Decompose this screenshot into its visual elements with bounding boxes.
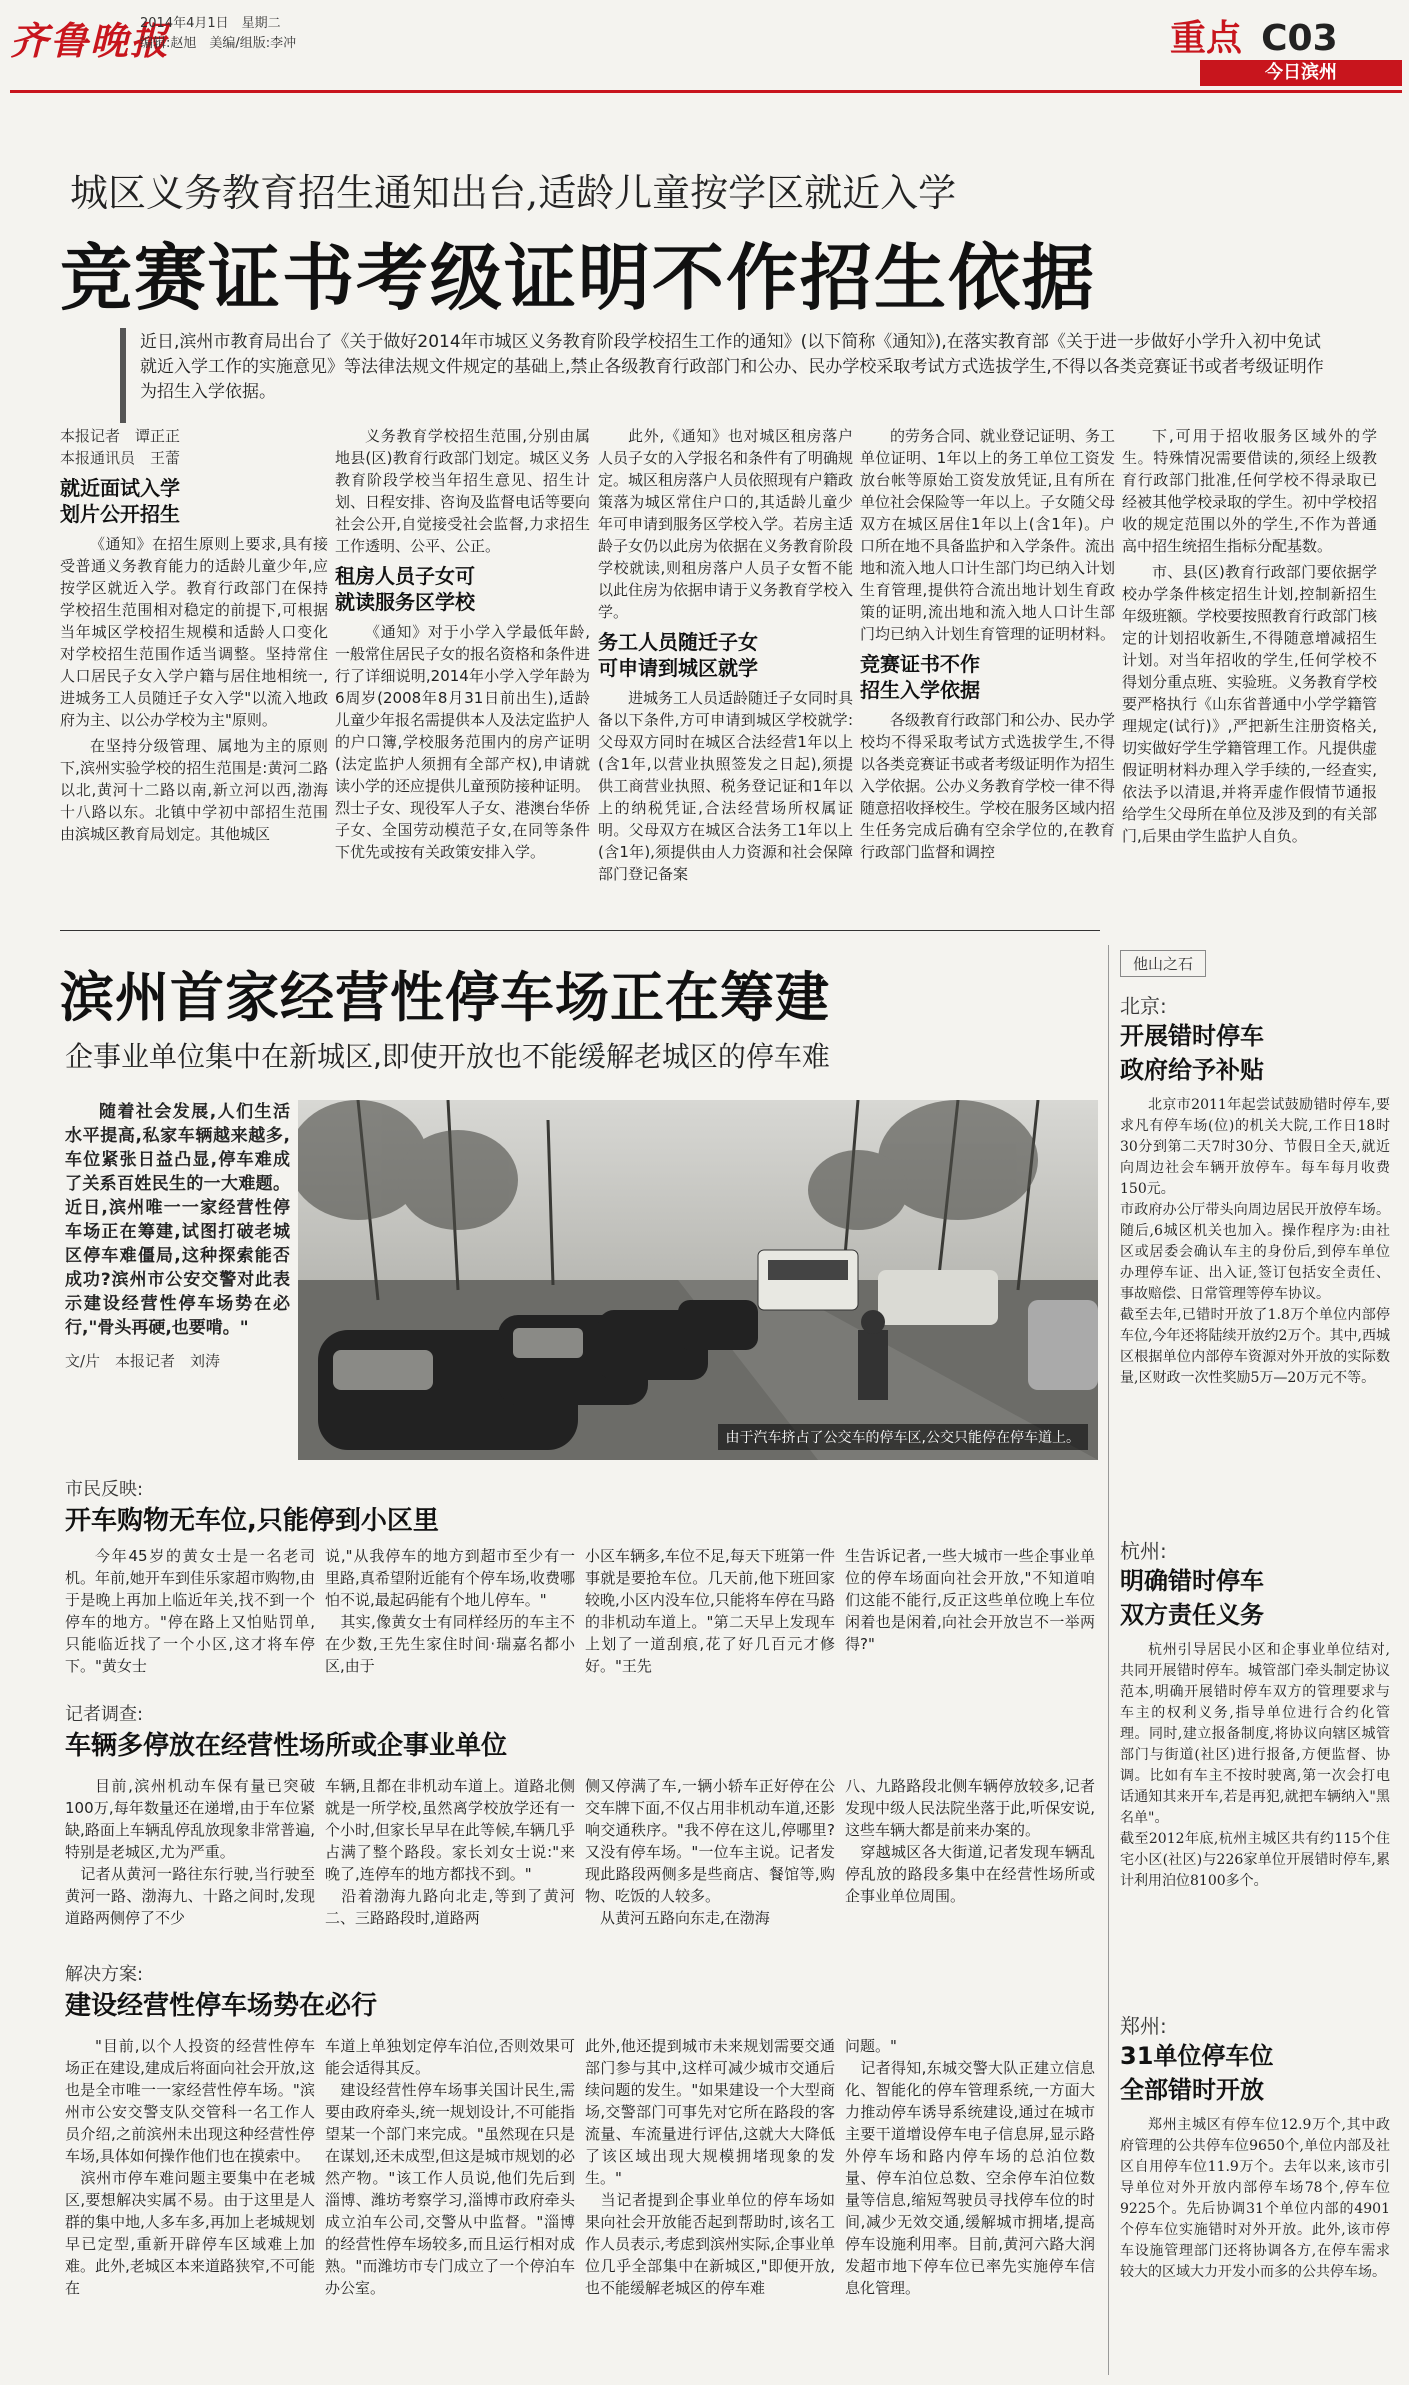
editors-line: 编辑:赵旭 美编/组版:李冲 [140,36,297,51]
section1-label: 市民反映: [65,1479,144,1500]
paragraph: 的劳务合同、就业登记证明、务工单位证明、1年以上的务工单位工资发放台帐等原始工资发放凭证,且有所在单位社会保险等一年以上。子女随父母双方在城区居住1年以上(含1年)。户口所在地不具备监护和入学条件。流出地和流入地人口计生部门均已纳入计划生育管理,提供符合流出地计划生育政策的证明,流出地和流入地人口计生部门均已纳入计划生育管理的证明材料。 [860,427,1115,643]
story1-subhead-1: 就近面试入学 划片公开招生 [60,476,180,526]
story2-subhead: 企事业单位集中在新城区,即使开放也不能缓解老城区的停车难 [65,1040,830,1073]
edition-label: 今日滨州 [1200,60,1402,86]
paragraph: 《通知》对于小学入学最低年龄,一般常住居民子女的报名资格和条件进行了详细说明,2014年小学入学年龄为6周岁(2008年8月31日前出生),适龄儿童少年报名需提供本人及法定监护人的户口簿,学校服务范围内的房产证明(法定监护人须拥有全部产权),申请就读小学的还应提供儿童预防接种证明。烈士子女、现役军人子女、港澳台华侨子女、全国劳动模范子女,在同等条件下优先或按有关政策安排入学。 [335,623,590,861]
section1-heading: 开车购物无车位,只能停到小区里 [65,1506,439,1536]
story1-column-4 [860,425,1115,925]
section2-column-4: 八、九路路段北侧车辆停放较多,记者发现中级人民法院坐落于此,听保安说,这些车辆大都是前来办案的。 穿越城区各大街道,记者发现车辆乱停乱放的路段多集中在经营性场所或企事业单位周围。 [845,1777,1095,1905]
story2-headline: 滨州首家经营性停车场正在筹建 [60,966,830,1029]
story1-column-5 [1122,425,1377,925]
story1-column-2 [335,425,590,925]
section2-column-3: 侧又停满了车,一辆小轿车正好停在公交车牌下面,不仅占用非机动车道,还影响交通秩序。"我不停在这儿,停哪里?又没有停车场。"一位车主说。记者发现此路段两侧多是些商店、餐馆等,购物、吃饭的人较多。 从黄河五路向东走,在渤海 [585,1777,835,1927]
paragraph: 市、县(区)教育行政部门要依据学校办学条件核定招生计划,控制新招生年级班额。学校要按照教育行政部门核定的计划招收新生,不得随意增减招生计划。对当年招收的学生,任何学校不得划分重点班、实验班。义务教育学校要严格执行《山东省普通中小学学籍管理规定(试行)》,严把新生注册资格关,切实做好学生学籍管理工作。凡提供虚假证明材料办理入学手续的,一经查实,依法予以清退,并将弄虚作假情节通报给学生父母所在单位及涉及到的有关部门,后果由学生监护人自负。 [1122,563,1377,845]
parking-photo [298,1100,1098,1460]
masthead [0,0,1409,90]
section1-column-3: 小区车辆多,车位不足,每天下班第一件事就是要抢车位。几天前,他下班回家较晚,小区内没车位,只能将车停在马路的非机动车道上。"第二天早上发现车上划了一道刮痕,花了好几百元才修好。"王先 [585,1547,835,1675]
section3-heading: 建设经营性停车场势在必行 [65,1991,378,2021]
sidebar-headline: 开展错时停车 政府给予补贴 [1120,1022,1264,1084]
sidebar-headline: 31单位停车位 全部错时开放 [1120,2042,1274,2104]
story1-headline: 竞赛证书考级证明不作招生依据 [60,236,1097,320]
sidebar-divider [1108,945,1109,2375]
section3-label: 解决方案: [65,1964,144,1985]
section1-column-4: 生告诉记者,一些大城市一些企事业单位的停车场面向社会开放,"不知道咱们这能不能行,反正这些单位晚上车位闲着也是闲着,向社会开放岂不一举两得?" [845,1547,1095,1653]
section3-column-1: "目前,以个人投资的经营性停车场正在建设,建成后将面向社会开放,这也是全市唯一一家经营性停车场。"滨州市公安交警支队交管科一名工作人员介绍,之前滨州未出现这种经营性停车场,具体如何操作他们也在摸索中。 滨州市停车难问题主要集中在老城区,要想解决实属不易。由于这里是人群的集中地,人多车多,再加上老城规划早已定型,重新开辟停车区域难上加难。此外,老城区本来道路狭窄,不可能在 [65,2037,315,2297]
issue-info [140,14,296,54]
story1-column-1 [60,425,328,925]
story-divider [60,930,1100,931]
newspaper-logo: 齐鲁晚报 [10,18,171,63]
paragraph: 义务教育学校招生范围,分别由属地县(区)教育行政部门划定。城区义务教育阶段学校当年招生意见、招生计划、日程安排、咨询及监督电话等要向社会公开,自觉接受社会监督,力求招生工作透明、公平、公正。 [335,427,590,555]
date-line: 2014年4月1日 星期二 [140,16,281,31]
story1-column-3 [598,425,853,925]
section2-column-1: 目前,滨州机动车保有量已突破100万,每年数量还在递增,由于车位紧缺,路面上车辆乱停乱放现象非常普遍,特别是老城区,尤为严重。 记者从黄河一路往东行驶,当行驶至黄河一路、渤海九、十路之间时,发现道路两侧停了不少 [65,1777,315,1927]
sidebar-item-beijing [1120,990,1390,1515]
sidebar-item-zhengzhou [1120,2010,1390,2385]
paragraph: 进城务工人员适龄随迁子女同时具备以下条件,方可申请到城区学校就学:父母双方同时在城区合法经营1年以上(含1年,以营业执照签发之日起),须提供工商营业执照、税务登记证和1年以上的纳税凭证,合法经营场所权属证明。父母双方在城区合法务工1年以上(含1年),须提供由人力资源和社会保障部门登记备案 [598,689,853,883]
story1-kicker: 城区义务教育招生通知出台,适龄儿童按学区就近入学 [70,171,957,215]
paragraph: 在坚持分级管理、属地为主的原则下,滨州实验学校的招生范围是:黄河二路以北,黄河十二路以南,新立河以西,渤海十八路以东。北镇中学初中部招生范围由滨城区教育局划定。其他城区 [60,737,328,843]
paragraph: 各级教育行政部门和公办、民办学校均不得采取考试方式选拔学生,不得以各类竞赛证书或者考级证明作为招生入学依据。公办义务教育学校一律不得随意招收择校生。学校在服务区域内招生任务完成后确有空余学位的,在教育行政部门监督和调控 [860,711,1115,861]
section-tag [1170,10,1402,84]
paragraph: 下,可用于招收服务区域外的学生。特殊情况需要借读的,须经上级教育行政部门批准,任何学校不得录取已经被其他学校录取的学生。初中学校招收的规定范围以外的学生,不作为普通高中招生统招生指标分配基数。 [1122,427,1377,555]
section1-column-1: 今年45岁的黄女士是一名老司机。年前,她开车到佳乐家超市购物,由于是晚上再加上临近年关,找不到一个停车的地方。"停在路上又怕贴罚单,只能临近找了一个小区,这才将车停下。"黄女士 [65,1547,315,1675]
page-number: C03 [1261,18,1338,59]
story1-subhead-3: 务工人员随迁子女 可申请到城区就学 [598,630,758,680]
section3-column-3: 此外,他还提到城市未来规划需要交通部门参与其中,这样可减少城市交通后续问题的发生。"如果建设一个大型商场,交警部门可事先对它所在路段的客流量、车流量进行评估,这就大大降低了该区域出现大规模拥堵现象的发生。" 当记者提到企事业单位的停车场如果向社会开放能否起到帮助时,该名工作人员表示,考虑到滨州实际,企事业单位几乎全部集中在新城区,"即便开放,也不能缓解老城区的停车难 [585,2037,835,2297]
paragraph: 《通知》在招生原则上要求,具有接受普通义务教育能力的适龄儿童少年,应按学区就近入学。教育行政部门在保持学校招生范围相对稳定的前提下,可根据当年城区学校招生规模和适龄人口变化对学校招生范围作适当调整。坚持常住人口居民子女入学户籍与居住地相统一,进城务工人员随迁子女入学"以流入地政府为主、以公办学校为主"原则。 [60,535,328,729]
section2-column-2: 车辆,且都在非机动车道上。道路北侧就是一所学校,虽然离学校放学还有一个小时,但家长早早在此等候,车辆几乎占满了整个路段。家长刘女士说:"来晚了,连停车的地方都找不到。" 沿着渤海九路向北走,等到了黄河二、三路路段时,道路两 [325,1777,575,1927]
byline-reporter: 本报记者 谭正正 [60,427,181,445]
byline-correspondent: 本报通讯员 王蕾 [60,449,181,467]
section-name: 重点 [1170,18,1243,59]
lead-bar [120,328,126,423]
paragraph: 此外,《通知》也对城区租房落户人员子女的入学报名和条件有了明确规定。城区租房落户人员依照现有户籍政策落为城区常住户口的,其适龄儿童少年可申请到服务区学校入学。若房主适龄子女仍以此房为依据在义务教育阶段学校就读,则租房落户人员子女暂不能以此住房为依据申请于义务教育学校入学。 [598,427,853,621]
section2-label: 记者调查: [65,1704,144,1725]
sidebar-body: 北京市2011年起尝试鼓励错时停车,要求凡有停车场(位)的机关大院,工作日18时30分到第二天7时30分、节假日全天,就近向周边社会车辆开放停车。每车每月收费150元。 市政府办公厅带头向周边居民开放停车场。随后,6城区机关也加入。操作程序为:由社区或居委会确认车主的身份后,到停车单位办理停车证、出入证,签订包括安全责任、事故赔偿、日常管理等停车协议。 截至去年,已错时开放了1.8万个单位内部停车位,今年还将陆续开放约2万个。其中,西城区根据单位内部停车资源对外开放的实际数量,区财政一次性奖励5万—20万元不等。 [1120,1097,1390,1386]
sidebar-item-hangzhou [1120,1535,1390,2000]
sidebar-body: 郑州主城区有停车位12.9万个,其中政府管理的公共停车位9650个,单位内部及社区自用停车位11.9万个。去年以来,该市引导单位对外开放内部停车场78个,停车位9225个。先后协调31个单位内部的4901个停车位实施错时对外开放。此外,该市停车设施管理部门还将协调各方,在停车需求较大的区域大力开发小而多的公共停车场。 [1120,2117,1390,2280]
sidebar-city: 北京: [1120,994,1167,1018]
street-scene-image [298,1100,1098,1460]
story2-lead-block [65,1100,290,1372]
story2-byline: 文/片 本报记者 刘涛 [65,1352,221,1370]
section2-heading: 车辆多停放在经营性场所或企事业单位 [65,1731,508,1761]
sidebar-tab: 他山之石 [1120,950,1206,977]
sidebar-body: 杭州引导居民小区和企事业单位结对,共同开展错时停车。城管部门牵头制定协议范本,明确开展错时停车双方的管理要求与车主的权利义务,指导单位进行合约化管理。同时,建立报备制度,将协议向辖区城管部门与街道(社区)进行报备,方便监督、协调。比如有车主不按时驶离,第一次会打电话通知其来开车,若是再犯,就把车辆纳入"黑名单"。 截至2012年底,杭州主城区共有约115个住宅小区(社区)与226家单位开展错时停车,累计利用泊位8100多个。 [1120,1642,1390,1889]
story1-lead: 近日,滨州市教育局出台了《关于做好2014年市城区义务教育阶段学校招生工作的通知》(以下简称《通知》),在落实教育部《关于进一步做好小学升入初中免试就近入学工作的实施意见》等法律法规文件规定的基础上,禁止各级教育行政部门和公办、民办学校采取考试方式选拔学生,不得以各类竞赛证书或者考级证明作为招生入学依据。 [140,332,1324,402]
sidebar-city: 郑州: [1120,2014,1167,2038]
story1-subhead-4: 竞赛证书不作 招生入学依据 [860,652,980,702]
story1-subhead-2: 租房人员子女可 就读服务区学校 [335,564,475,614]
masthead-rule [10,90,1402,93]
sidebar-headline: 明确错时停车 双方责任义务 [1120,1567,1264,1629]
section3-column-2: 车道上单独划定停车泊位,否则效果可能会适得其反。 建设经营性停车场事关国计民生,需要由政府牵头,统一规划设计,不可能指望某一个部门来完成。"虽然现在只是在谋划,还未成型,但这是城市规划的必然产物。"该工作人员说,他们先后到淄博、潍坊考察学习,淄博市政府牵头成立泊车公司,交警从中监督。"淄博的经营性停车场较多,而且运行相对成熟。"而潍坊市专门成立了一个停泊车办公室。 [325,2037,575,2297]
sidebar-city: 杭州: [1120,1539,1167,1563]
photo-caption: 由于汽车挤占了公交车的停车区,公交只能停在停车道上。 [718,1424,1088,1450]
story2-lead: 随着社会发展,人们生活水平提高,私家车辆越来越多,车位紧张日益凸显,停车难成了关系百姓民生的一大难题。近日,滨州唯一一家经营性停车场正在筹建,试图打破老城区停车难僵局,这种探索能否成功?滨州市公安交警对此表示建设经营性停车场势在必行,"骨头再硬,也要啃。" [65,1102,290,1338]
section1-column-2: 说,"从我停车的地方到超市至少有一里路,真希望附近能有个停车场,收费哪怕不说,最起码能有个地儿停车。" 其实,像黄女士有同样经历的车主不在少数,王先生家住时间·瑞嘉名都小区,由于 [325,1547,575,1675]
section3-column-4: 问题。" 记者得知,东城交警大队正建立信息化、智能化的停车管理系统,一方面大力推动停车诱导系统建设,通过在城市主要干道增设停车电子信息屏,显示路外停车场和路内停车场的总泊位数量、停车泊位总数、空余停车泊位数量等信息,缩短驾驶员寻找停车位的时间,减少无效交通,缓解城市拥堵,提高停车设施利用率。目前,黄河六路大润发超市地下停车位已率先实施停车信息化管理。 [845,2037,1095,2297]
